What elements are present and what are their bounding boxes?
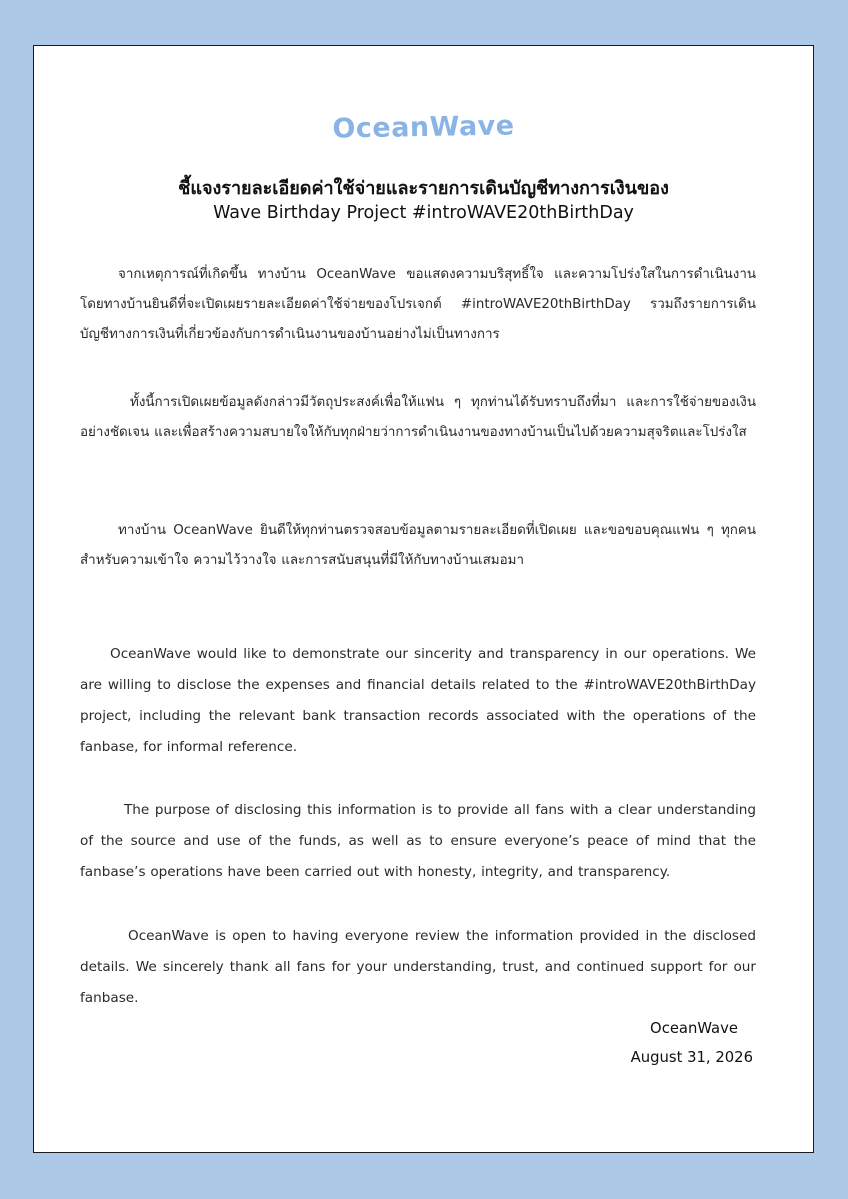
signature-name: OceanWave	[650, 1020, 738, 1037]
english-title: Wave Birthday Project #introWAVE20thBirthDay	[213, 203, 634, 223]
document-sheet	[33, 45, 814, 1153]
english-paragraph-2: The purpose of disclosing this information is to provide all fans with a clear understanding of the source and use of the funds, as well as to ensure everyone’s peace of mind that the fanbase’s operations have been carried out with honesty, integrity, and transparency.	[80, 802, 756, 880]
signature-date: August 31, 2026	[630, 1049, 753, 1066]
english-paragraph-3: OceanWave is open to having everyone review the information provided in the disclosed details. We sincerely thank all fans for your understanding, trust, and continued support for our fanbase.	[80, 928, 756, 1006]
thai-paragraph-2: ทั้งนี้การเปิดเผยข้อมูลดังกล่าวมีวัตถุประสงค์เพื่อให้แฟน ๆ ทุกท่านได้รับทราบถึงที่มา และการใช้จ่ายของเงินอย่างชัดเจน และเพื่อสร้างความสบายใจให้กับทุกฝ่ายว่าการดำเนินงานของทางบ้านเป็นไปด้วยความสุจริตและโปร่งใส	[80, 395, 756, 440]
thai-title: ชี้แจงรายละเอียดค่าใช้จ่ายและรายการเดินบัญชีทางการเงินของ	[178, 178, 669, 199]
thai-paragraph-1: จากเหตุการณ์ที่เกิดขึ้น ทางบ้าน OceanWave ขอแสดงความบริสุทธิ์ใจ และความโปร่งใสในการดำเนินงาน โดยทางบ้านยินดีที่จะเปิดเผยรายละเอียดค่าใช้จ่ายของโปรเจกต์ #introWAVE20thBirthDay รวมถึงรายการเดินบัญชีทางการเงินที่เกี่ยวข้องกับการดำเนินงานของบ้านอย่างไม่เป็นทางการ	[80, 267, 756, 342]
oceanwave-logo: OceanWave	[332, 110, 515, 145]
english-paragraph-1: OceanWave would like to demonstrate our sincerity and transparency in our operations. We are willing to disclose the expenses and financial details related to the #introWAVE20thBirthDay project, including the relevant bank transaction records associated with the operations of the fanbase, for informal reference.	[80, 646, 756, 755]
thai-paragraph-3: ทางบ้าน OceanWave ยินดีให้ทุกท่านตรวจสอบข้อมูลตามรายละเอียดที่เปิดเผย และขอขอบคุณแฟน ๆ ทุกคนสำหรับความเข้าใจ ความไว้วางใจ และการสนับสนุนที่มีให้กับทางบ้านเสมอมา	[80, 523, 756, 568]
